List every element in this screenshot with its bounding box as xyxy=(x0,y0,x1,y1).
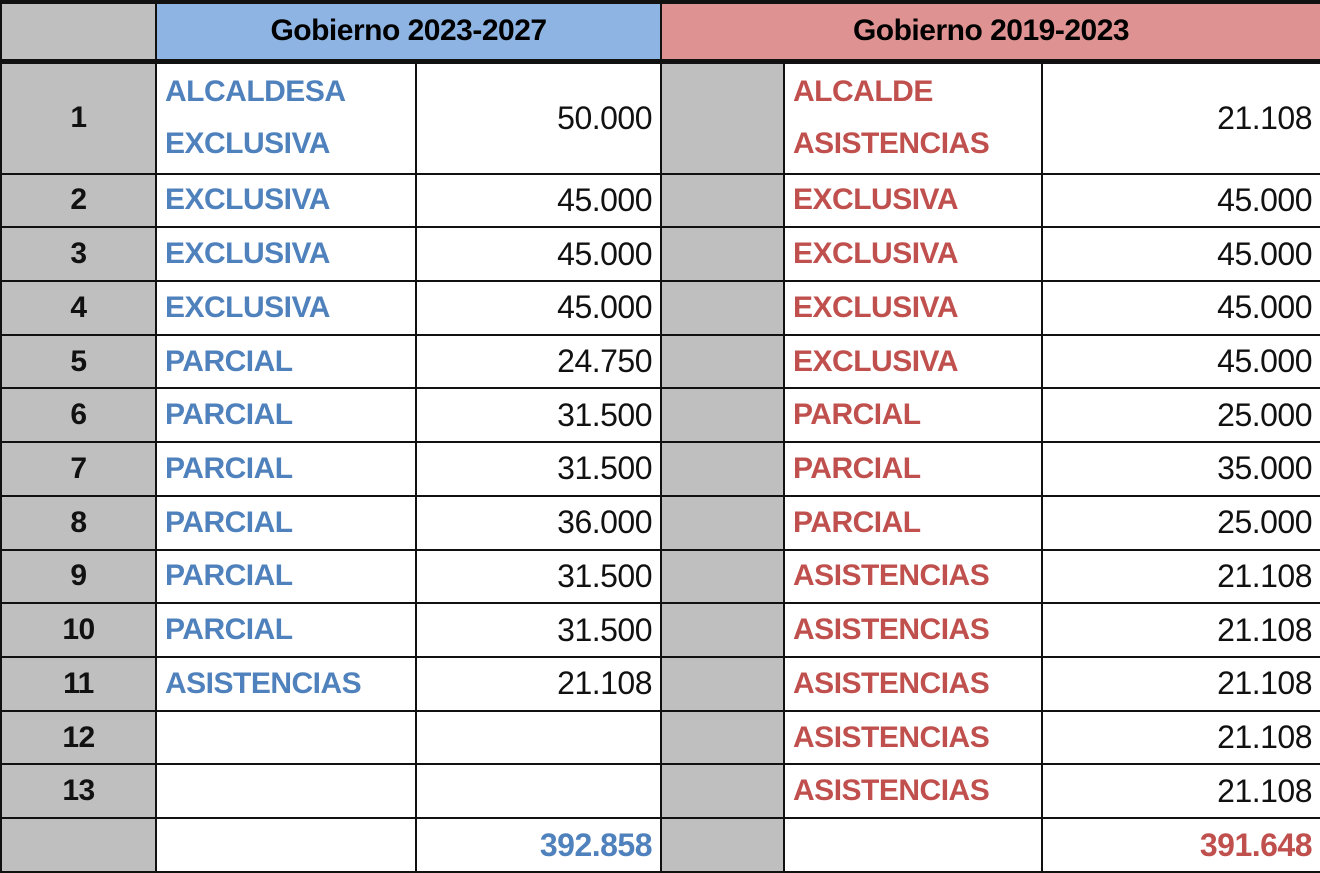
current-amount: 50.000 xyxy=(416,61,661,173)
label-line: ASISTENCIAS xyxy=(793,613,990,647)
label-line: PARCIAL xyxy=(165,613,293,647)
spacer-cell xyxy=(661,496,784,550)
label-line: ASISTENCIAS xyxy=(793,666,990,700)
previous-amount: 21.108 xyxy=(1042,603,1320,657)
header-current-government: Gobierno 2023-2027 xyxy=(156,2,661,61)
header-previous-government: Gobierno 2019-2023 xyxy=(661,2,1320,61)
row-number: 8 xyxy=(1,496,156,550)
row-number: 6 xyxy=(1,388,156,442)
current-position-label xyxy=(156,388,416,442)
label-line: EXCLUSIVA xyxy=(165,127,330,161)
table-row xyxy=(1,496,1320,550)
label-line: PARCIAL xyxy=(793,398,921,432)
label-line: PARCIAL xyxy=(165,344,293,378)
current-position-label xyxy=(156,442,416,496)
previous-amount: 25.000 xyxy=(1042,388,1320,442)
previous-position-label xyxy=(784,61,1042,173)
spacer-cell xyxy=(661,174,784,228)
current-position-label xyxy=(156,496,416,550)
previous-position-label xyxy=(784,442,1042,496)
row-number: 9 xyxy=(1,550,156,604)
current-amount: 31.500 xyxy=(416,388,661,442)
previous-position-label xyxy=(784,227,1042,281)
table-row xyxy=(1,281,1320,335)
previous-position-label xyxy=(784,388,1042,442)
previous-total: 391.648 xyxy=(1042,818,1320,872)
current-amount: 21.108 xyxy=(416,657,661,711)
row-number: 11 xyxy=(1,657,156,711)
row-number: 13 xyxy=(1,764,156,818)
label-line: ASISTENCIAS xyxy=(793,720,990,754)
spacer-cell xyxy=(661,764,784,818)
table-row xyxy=(1,657,1320,711)
current-amount: 24.750 xyxy=(416,335,661,389)
current-position-label xyxy=(156,61,416,173)
current-amount: 45.000 xyxy=(416,227,661,281)
previous-amount: 25.000 xyxy=(1042,496,1320,550)
spacer-cell xyxy=(661,442,784,496)
label-line: ALCALDESA xyxy=(165,75,346,109)
spacer-cell xyxy=(661,657,784,711)
row-number: 3 xyxy=(1,227,156,281)
previous-amount: 45.000 xyxy=(1042,174,1320,228)
current-total: 392.858 xyxy=(416,818,661,872)
label-line: EXCLUSIVA xyxy=(165,290,330,324)
label-line: EXCLUSIVA xyxy=(165,237,330,271)
previous-amount: 21.108 xyxy=(1042,711,1320,765)
label-line: ASISTENCIAS xyxy=(793,559,990,593)
label-line: EXCLUSIVA xyxy=(793,344,958,378)
previous-amount: 45.000 xyxy=(1042,281,1320,335)
previous-position-label xyxy=(784,764,1042,818)
row-number: 5 xyxy=(1,335,156,389)
table-row xyxy=(1,603,1320,657)
table-row xyxy=(1,227,1320,281)
spacer-cell xyxy=(661,227,784,281)
spacer-cell xyxy=(661,281,784,335)
current-amount: 36.000 xyxy=(416,496,661,550)
label-line: EXCLUSIVA xyxy=(793,183,958,217)
current-position-label xyxy=(156,657,416,711)
row-number: 2 xyxy=(1,174,156,228)
row-number: 10 xyxy=(1,603,156,657)
label-line: EXCLUSIVA xyxy=(165,183,330,217)
current-amount: 31.500 xyxy=(416,603,661,657)
row-number: 4 xyxy=(1,281,156,335)
previous-amount: 21.108 xyxy=(1042,764,1320,818)
label-line: EXCLUSIVA xyxy=(793,237,958,271)
current-position-label xyxy=(156,603,416,657)
current-position-label xyxy=(156,711,416,765)
table-row xyxy=(1,388,1320,442)
current-amount: 31.500 xyxy=(416,550,661,604)
current-position-label xyxy=(156,174,416,228)
current-position-label xyxy=(156,550,416,604)
spacer-cell xyxy=(661,550,784,604)
table-row xyxy=(1,335,1320,389)
empty-cell xyxy=(784,818,1042,872)
spacer-cell xyxy=(661,818,784,872)
previous-position-label xyxy=(784,281,1042,335)
label-line: ALCALDE xyxy=(793,75,933,109)
current-amount: 45.000 xyxy=(416,281,661,335)
current-position-label xyxy=(156,281,416,335)
previous-position-label xyxy=(784,711,1042,765)
empty-cell xyxy=(156,818,416,872)
current-position-label xyxy=(156,764,416,818)
label-line: PARCIAL xyxy=(793,505,921,539)
label-line: PARCIAL xyxy=(165,398,293,432)
spacer-cell xyxy=(661,335,784,389)
row-number-empty xyxy=(1,818,156,872)
row-number: 7 xyxy=(1,442,156,496)
current-amount: 45.000 xyxy=(416,174,661,228)
label-line: PARCIAL xyxy=(165,505,293,539)
previous-position-label xyxy=(784,603,1042,657)
previous-position-label xyxy=(784,657,1042,711)
table-row xyxy=(1,174,1320,228)
previous-position-label xyxy=(784,496,1042,550)
previous-amount: 35.000 xyxy=(1042,442,1320,496)
table-row xyxy=(1,61,1320,173)
previous-position-label xyxy=(784,550,1042,604)
previous-position-label xyxy=(784,174,1042,228)
previous-amount: 45.000 xyxy=(1042,335,1320,389)
previous-position-label xyxy=(784,335,1042,389)
previous-amount: 21.108 xyxy=(1042,550,1320,604)
current-amount: 31.500 xyxy=(416,442,661,496)
spacer-cell xyxy=(661,61,784,173)
current-position-label xyxy=(156,227,416,281)
table-row xyxy=(1,711,1320,765)
previous-amount: 45.000 xyxy=(1042,227,1320,281)
label-line: ASISTENCIAS xyxy=(793,774,990,808)
header-row xyxy=(1,2,1320,61)
label-line: PARCIAL xyxy=(165,451,293,485)
label-line: PARCIAL xyxy=(793,451,921,485)
table-row xyxy=(1,550,1320,604)
spacer-cell xyxy=(661,388,784,442)
table-row xyxy=(1,442,1320,496)
previous-amount: 21.108 xyxy=(1042,657,1320,711)
row-number: 12 xyxy=(1,711,156,765)
table-row xyxy=(1,764,1320,818)
label-line: ASISTENCIAS xyxy=(793,127,990,161)
current-amount xyxy=(416,711,661,765)
label-line: EXCLUSIVA xyxy=(793,290,958,324)
previous-amount: 21.108 xyxy=(1042,61,1320,173)
label-line: PARCIAL xyxy=(165,559,293,593)
totals-row xyxy=(1,818,1320,872)
row-number: 1 xyxy=(1,61,156,173)
spacer-cell xyxy=(661,603,784,657)
label-line: ASISTENCIAS xyxy=(165,666,362,700)
current-position-label xyxy=(156,335,416,389)
spacer-cell xyxy=(661,711,784,765)
corner-cell xyxy=(1,2,156,61)
current-amount xyxy=(416,764,661,818)
